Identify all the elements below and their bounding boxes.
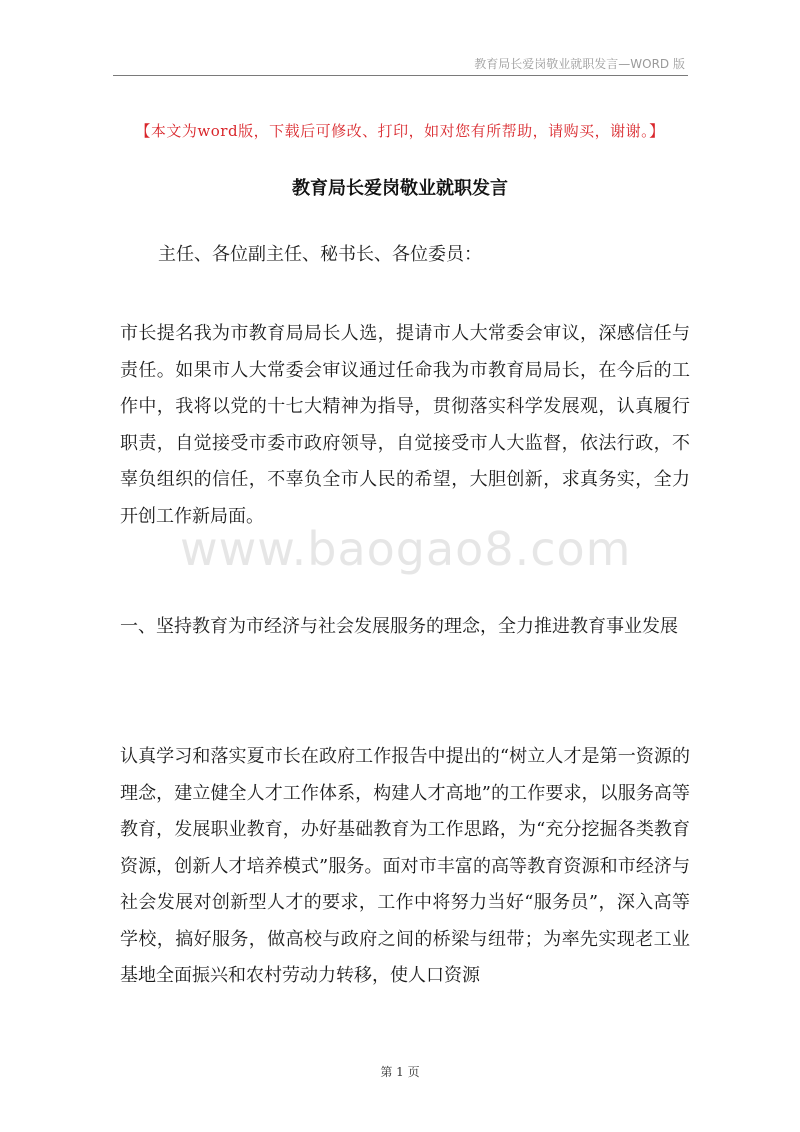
paragraph-2: 认真学习和落实夏市长在政府工作报告中提出的“树立人才是第一资源的理念，建立健全人才工作体系，构建人才高地”的工作要求，以服务高等教育，发展职业教育，办好基础教育为工作思路，为“充分挖掘各类教育资源，创新人才培养模式”服务。面对市丰富的高等教育资源和市经济与社会发展对创新型人才的要求，工作中将努力当好“服务员”，深入高等学校，搞好服务，做高校与政府之间的桥梁与纽带；为率先实现老工业基地全面振兴和农村劳动力转移，使人口资源: [120, 746, 690, 986]
page-number: 第 1 页: [380, 1065, 420, 1079]
header-divider: [113, 75, 688, 76]
salutation: 主任、各位副主任、秘书长、各位委员：: [158, 244, 482, 265]
document-title: 教育局长爱岗敬业就职发言: [292, 178, 508, 199]
download-notice: 【本文为word版，下载后可修改、打印，如对您有所帮助，请购买，谢谢。】: [135, 122, 665, 140]
paragraph-1: 市长提名我为市教育局局长人选，提请市人大常委会审议，深感信任与责任。如果市人大常委会审议通过任命我为市教育局局长，在今后的工作中，我将以党的十七大精神为指导，贯彻落实科学发展观，认真履行职责，自觉接受市委市政府领导，自觉接受市人大监督，依法行政，不辜负组织的信任，不辜负全市人民的希望，大胆创新，求真务实，全力开创工作新局面。: [120, 323, 690, 527]
running-header: 教育局长爱岗敬业就职发言—WORD 版: [474, 57, 685, 71]
section-heading-1: 一、坚持教育为市经济与社会发展服务的理念，全力推进教育事业发展: [120, 616, 678, 637]
watermark: www.baogao8.com: [180, 522, 632, 576]
